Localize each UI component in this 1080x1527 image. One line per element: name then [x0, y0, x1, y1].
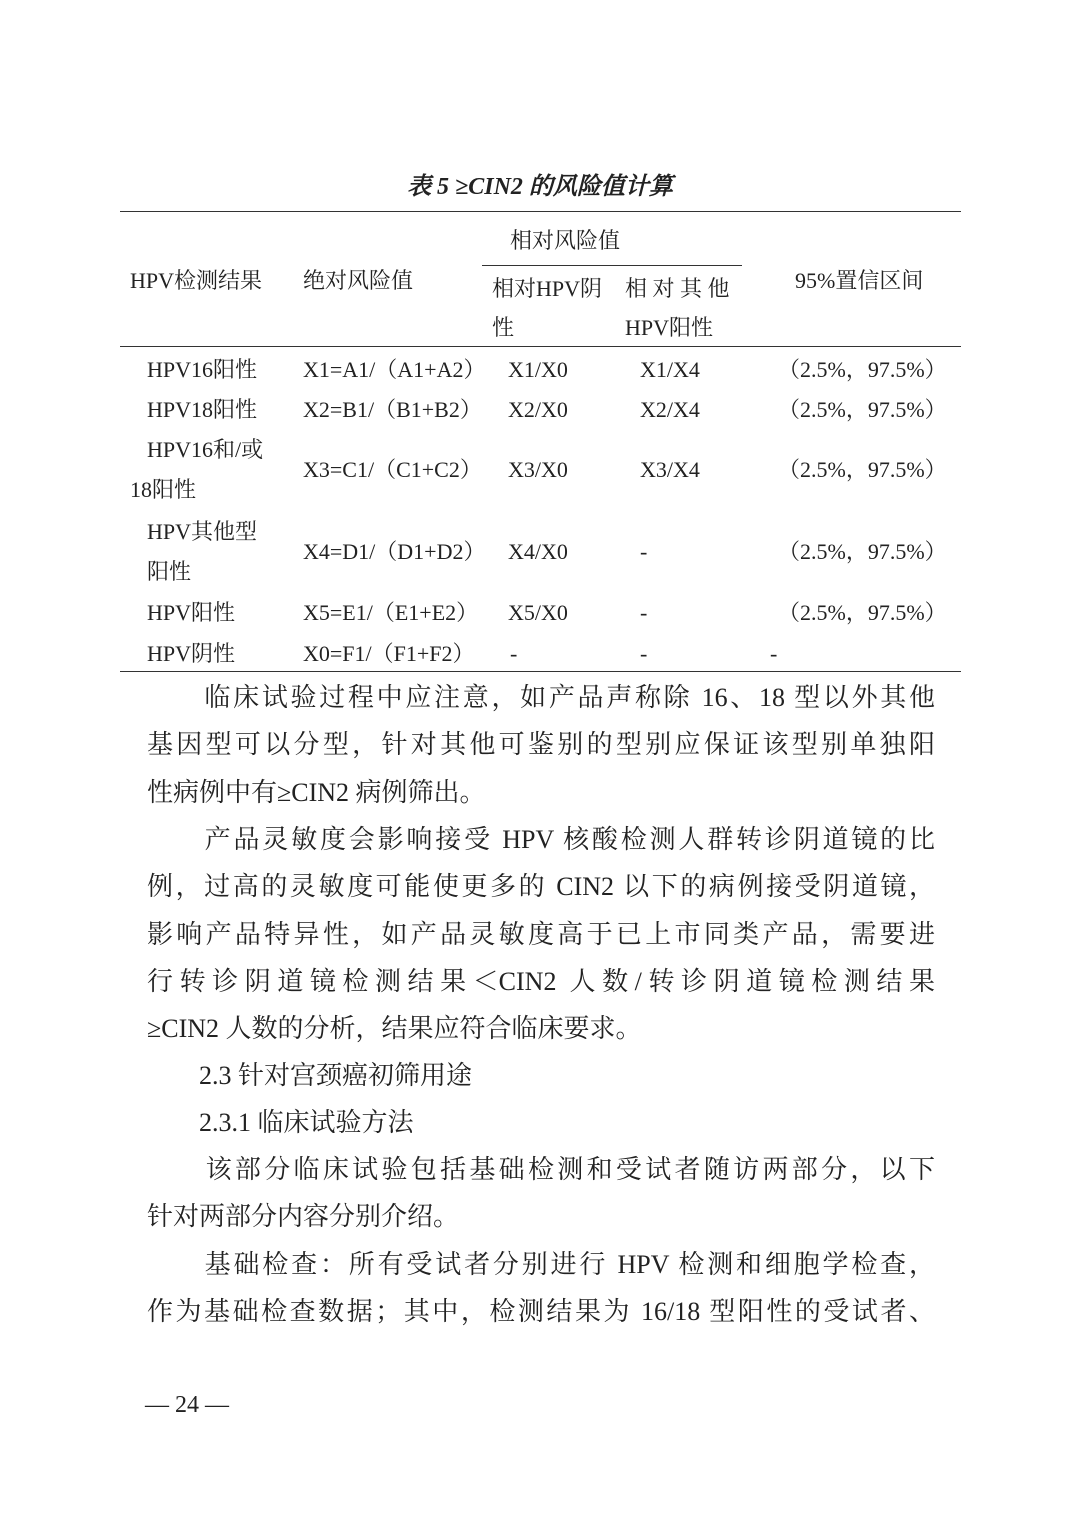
header-rel-neg-1: 相对HPV阴 — [492, 276, 603, 301]
cell-result: 18阳性 — [130, 477, 197, 502]
cell-absolute: X4=D1/（D1+D2） — [303, 539, 486, 564]
table-header-rule — [120, 346, 961, 347]
body-text-line: 2.3 针对宫颈癌初筛用途 — [147, 1061, 473, 1090]
cell-rel-other: X1/X4 — [640, 357, 700, 382]
cell-ci: （2.5%，97.5%） — [778, 600, 947, 625]
cell-ci: （2.5%，97.5%） — [778, 357, 947, 382]
header-rel-neg-2: 性 — [492, 315, 515, 340]
cell-rel-other: - — [640, 539, 648, 564]
header-relative: 相对风险值 — [510, 228, 621, 253]
cell-rel-neg: X3/X0 — [508, 457, 568, 482]
cell-absolute: X5=E1/（E1+E2） — [303, 600, 479, 625]
cell-result: HPV16和/或 — [147, 437, 264, 462]
cell-ci: （2.5%，97.5%） — [778, 457, 947, 482]
header-ci: 95%置信区间 — [795, 268, 924, 293]
cell-absolute: X3=C1/（C1+C2） — [303, 457, 482, 482]
cell-rel-other: X3/X4 — [640, 457, 700, 482]
cell-result: 阳性 — [147, 559, 192, 584]
cell-result: HPV阴性 — [147, 641, 236, 666]
cell-ci: - — [770, 641, 778, 666]
cell-rel-neg: X1/X0 — [508, 357, 568, 382]
table-top-rule — [120, 211, 961, 212]
cell-result: HPV阳性 — [147, 600, 236, 625]
cell-rel-other: - — [640, 641, 648, 666]
page-number: — 24 — — [145, 1392, 229, 1418]
body-text-line: ≥CIN2 人数的分析，结果应符合临床要求。 — [147, 1014, 642, 1043]
cell-rel-neg: X5/X0 — [508, 600, 568, 625]
cell-result: HPV16阳性 — [147, 357, 258, 382]
header-absolute: 绝对风险值 — [303, 268, 414, 293]
cell-result: HPV18阳性 — [147, 397, 258, 422]
cell-result: HPV其他型 — [147, 519, 258, 544]
cell-absolute: X0=F1/（F1+F2） — [303, 641, 475, 666]
header-rel-other-2: HPV阳性 — [625, 315, 714, 340]
body-text-line: 产品灵敏度会影响接受 HPV 核酸检测人群转诊阴道镜的比 — [147, 825, 935, 854]
body-text-line: 例，过高的灵敏度可能使更多的 CIN2 以下的病例接受阴道镜， — [147, 872, 935, 901]
cell-rel-neg: X2/X0 — [508, 397, 568, 422]
table-caption: 表 5 ≥CIN2 的风险值计算 — [407, 174, 673, 200]
body-text-line: 该部分临床试验包括基础检测和受试者随访两部分，以下 — [147, 1155, 935, 1184]
header-rel-other-1: 相 对 其 他 — [625, 276, 730, 301]
cell-rel-neg: - — [510, 641, 518, 666]
table-bottom-rule — [120, 671, 961, 672]
cell-rel-other: - — [640, 600, 648, 625]
body-text-line: 针对两部分内容分别介绍。 — [147, 1202, 460, 1231]
body-text-line: 影响产品特异性，如产品灵敏度高于已上市同类产品，需要进 — [147, 920, 935, 949]
header-result: HPV检测结果 — [130, 268, 263, 293]
relative-header-rule — [482, 265, 742, 266]
cell-absolute: X2=B1/（B1+B2） — [303, 397, 482, 422]
body-text-line: 基因型可以分型，针对其他可鉴别的型别应保证该型别单独阳 — [147, 730, 935, 759]
body-text-line: 2.3.1 临床试验方法 — [147, 1108, 414, 1137]
cell-rel-other: X2/X4 — [640, 397, 700, 422]
body-text-line: 性病例中有≥CIN2 病例筛出。 — [147, 778, 486, 807]
cell-rel-neg: X4/X0 — [508, 539, 568, 564]
cell-ci: （2.5%，97.5%） — [778, 539, 947, 564]
body-text-line: 作为基础检查数据；其中，检测结果为 16/18 型阳性的受试者、 — [147, 1297, 935, 1326]
cell-ci: （2.5%，97.5%） — [778, 397, 947, 422]
cell-absolute: X1=A1/（A1+A2） — [303, 357, 486, 382]
body-text-line: 行转诊阴道镜检测结果＜CIN2 人数/转诊阴道镜检测结果 — [147, 967, 935, 996]
body-text-line: 基础检查：所有受试者分别进行 HPV 检测和细胞学检查， — [147, 1250, 935, 1279]
body-text-line: 临床试验过程中应注意，如产品声称除 16、18 型以外其他 — [147, 683, 935, 712]
